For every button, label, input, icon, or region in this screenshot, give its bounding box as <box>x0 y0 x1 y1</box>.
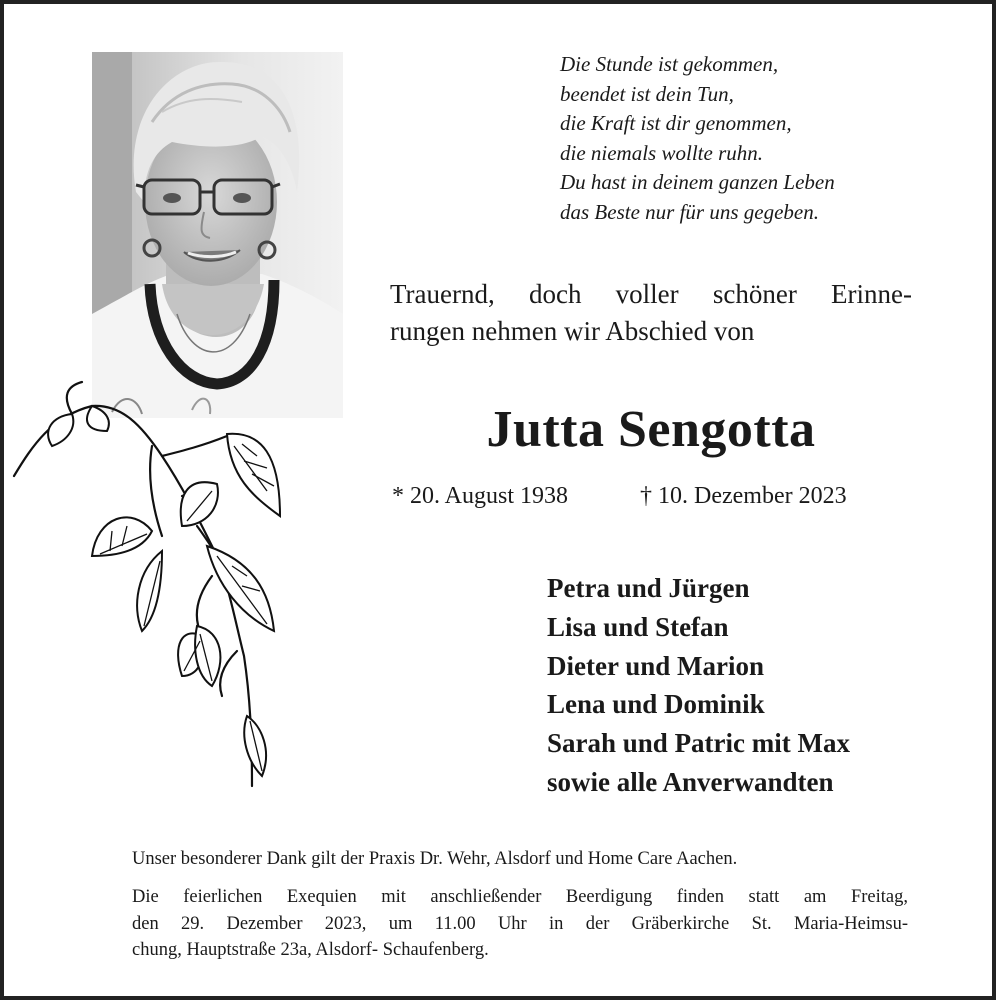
poem-line: Du hast in deinem ganzen Leben <box>560 170 835 194</box>
mourner-entry: Petra und Jürgen <box>547 573 750 603</box>
service-line: den 29. Dezember 2023, um 11.00 Uhr in der Gräberkirche St. Maria-Heimsu- <box>132 913 908 934</box>
intro-line: rungen nehmen wir Abschied von <box>390 316 755 346</box>
intro-line: Trauernd, doch voller schöner Erinne- <box>390 279 912 309</box>
portrait-photo <box>92 52 343 418</box>
deceased-name: Jutta Sengotta <box>486 401 816 458</box>
mourner-entry: Lisa und Stefan <box>547 611 729 642</box>
intro-text <box>390 276 912 350</box>
poem-line: beendet ist dein Tun, <box>560 81 734 106</box>
mourner-entry: Sarah und Patric mit Max <box>547 728 850 759</box>
poem-line: Die Stunde ist gekommen, <box>560 52 779 76</box>
funeral-service-info <box>132 884 908 964</box>
service-line: Die feierlichen Exequien mit anschließender Beerdigung finden statt am Freitag, <box>132 887 908 907</box>
poem-line: das Beste nur für uns gegeben. <box>560 199 819 224</box>
poem <box>560 50 835 227</box>
death-date: † 10. Dezember 2023 <box>640 483 847 509</box>
mourner-entry: Dieter und Marion <box>547 650 764 681</box>
poem-line: die Kraft ist dir genommen, <box>560 111 792 135</box>
mourner-entry: sowie alle Anverwandten <box>547 766 834 797</box>
birch-branch-illustration <box>12 376 292 796</box>
mourners-list <box>547 569 850 802</box>
mourner-entry: Lena und Dominik <box>547 689 765 720</box>
service-line: chung, Hauptstraße 23a, Alsdorf- Schaufenberg. <box>132 940 489 960</box>
poem-line: die niemals wollte ruhn. <box>560 140 763 165</box>
birth-date: * 20. August 1938 <box>392 483 569 509</box>
thanks-note: Unser besonderer Dank gilt der Praxis Dr. Wehr, Alsdorf und Home Care Aachen. <box>132 849 738 869</box>
